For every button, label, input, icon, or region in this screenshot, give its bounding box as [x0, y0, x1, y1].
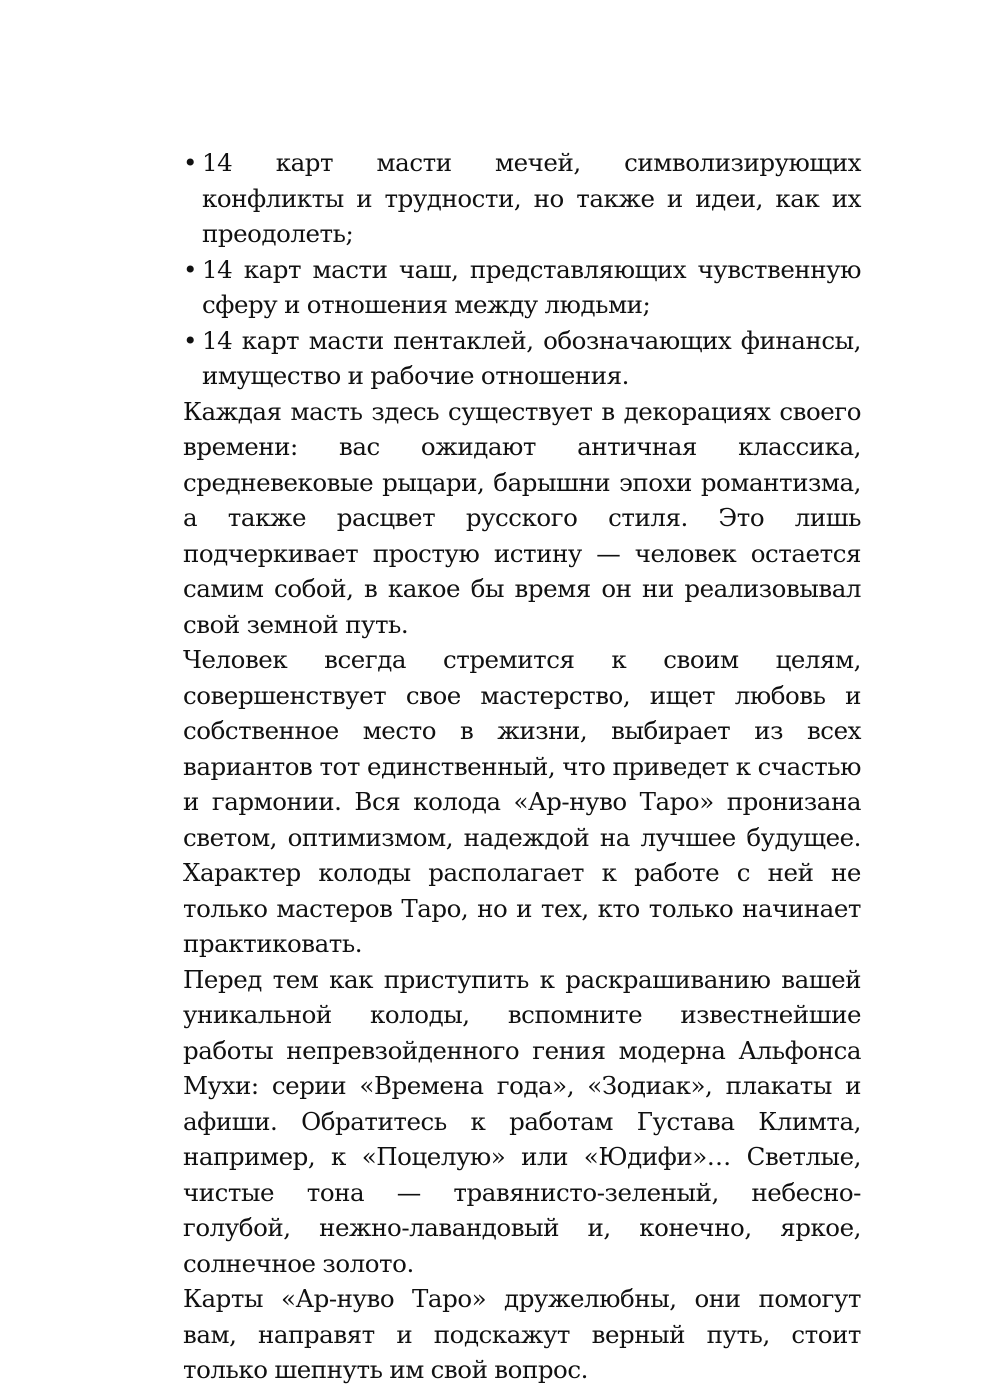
suit-list: [183, 145, 861, 394]
bullet-marker: •: [183, 325, 198, 355]
paragraph-art-nouveau-masters: Перед тем как приступить к раскрашиванию вашей уникальной колоды, вспомните известнейшие работы непревзойденного гения модерна Альфонса Мухи: серии «Времена года», «Зодиак», плакаты и афиши. Обратитесь к работам Густава Климта, например, к «Поцелую» или «Юдифи»… Светлые, чистые тона — травянисто-зеленый, небесно-голубой, нежно-лавандовый и, конечно, яркое, солнечное золото.: [183, 964, 861, 1278]
list-item-text: 14 карт масти чаш, представляющих чувственную сферу и отношения между людьми;: [202, 254, 861, 319]
book-page-text: [183, 145, 861, 1388]
list-item-cups: [183, 252, 861, 323]
bullet-marker: •: [183, 148, 198, 177]
paragraph-friendly-cards: Карты «Ар-нуво Таро» дружелюбны, они помогут вам, направят и подскажут верный путь, стоит только шепнуть им свой вопрос.: [183, 1284, 861, 1384]
list-item-text: 14 карт масти пентаклей, обозначающих финансы, имущество и рабочие отношения.: [202, 325, 861, 390]
list-item-swords: [183, 145, 861, 252]
paragraph-suits-eras: Каждая масть здесь существует в декорациях своего времени: вас ожидают античная классика, средневековые рыцари, барышни эпохи романтизма, а также расцвет русского стиля. Это лишь подчеркивает простую истину — человек остается самим собой, в какое бы время он ни реализовывал свой земной путь.: [183, 396, 861, 639]
bullet-marker: •: [183, 254, 198, 284]
list-item-text: 14 карт масти мечей, символизирующих конфликты и трудности, но также и идеи, как их преодолеть;: [202, 148, 861, 248]
list-item-pentacles: [183, 323, 861, 394]
paragraph-human-goals: Человек всегда стремится к своим целям, совершенствует свое мастерство, ищет любовь и собственное место в жизни, выбирает из всех вариантов тот единственный, что приведет к счастью и гармонии. Вся колода «Ар-нуво Таро» пронизана светом, оптимизмом, надеждой на лучшее будущее. Характер колоды располагает к работе с ней не только мастеров Таро, но и тех, кто только начинает практиковать.: [183, 645, 861, 958]
